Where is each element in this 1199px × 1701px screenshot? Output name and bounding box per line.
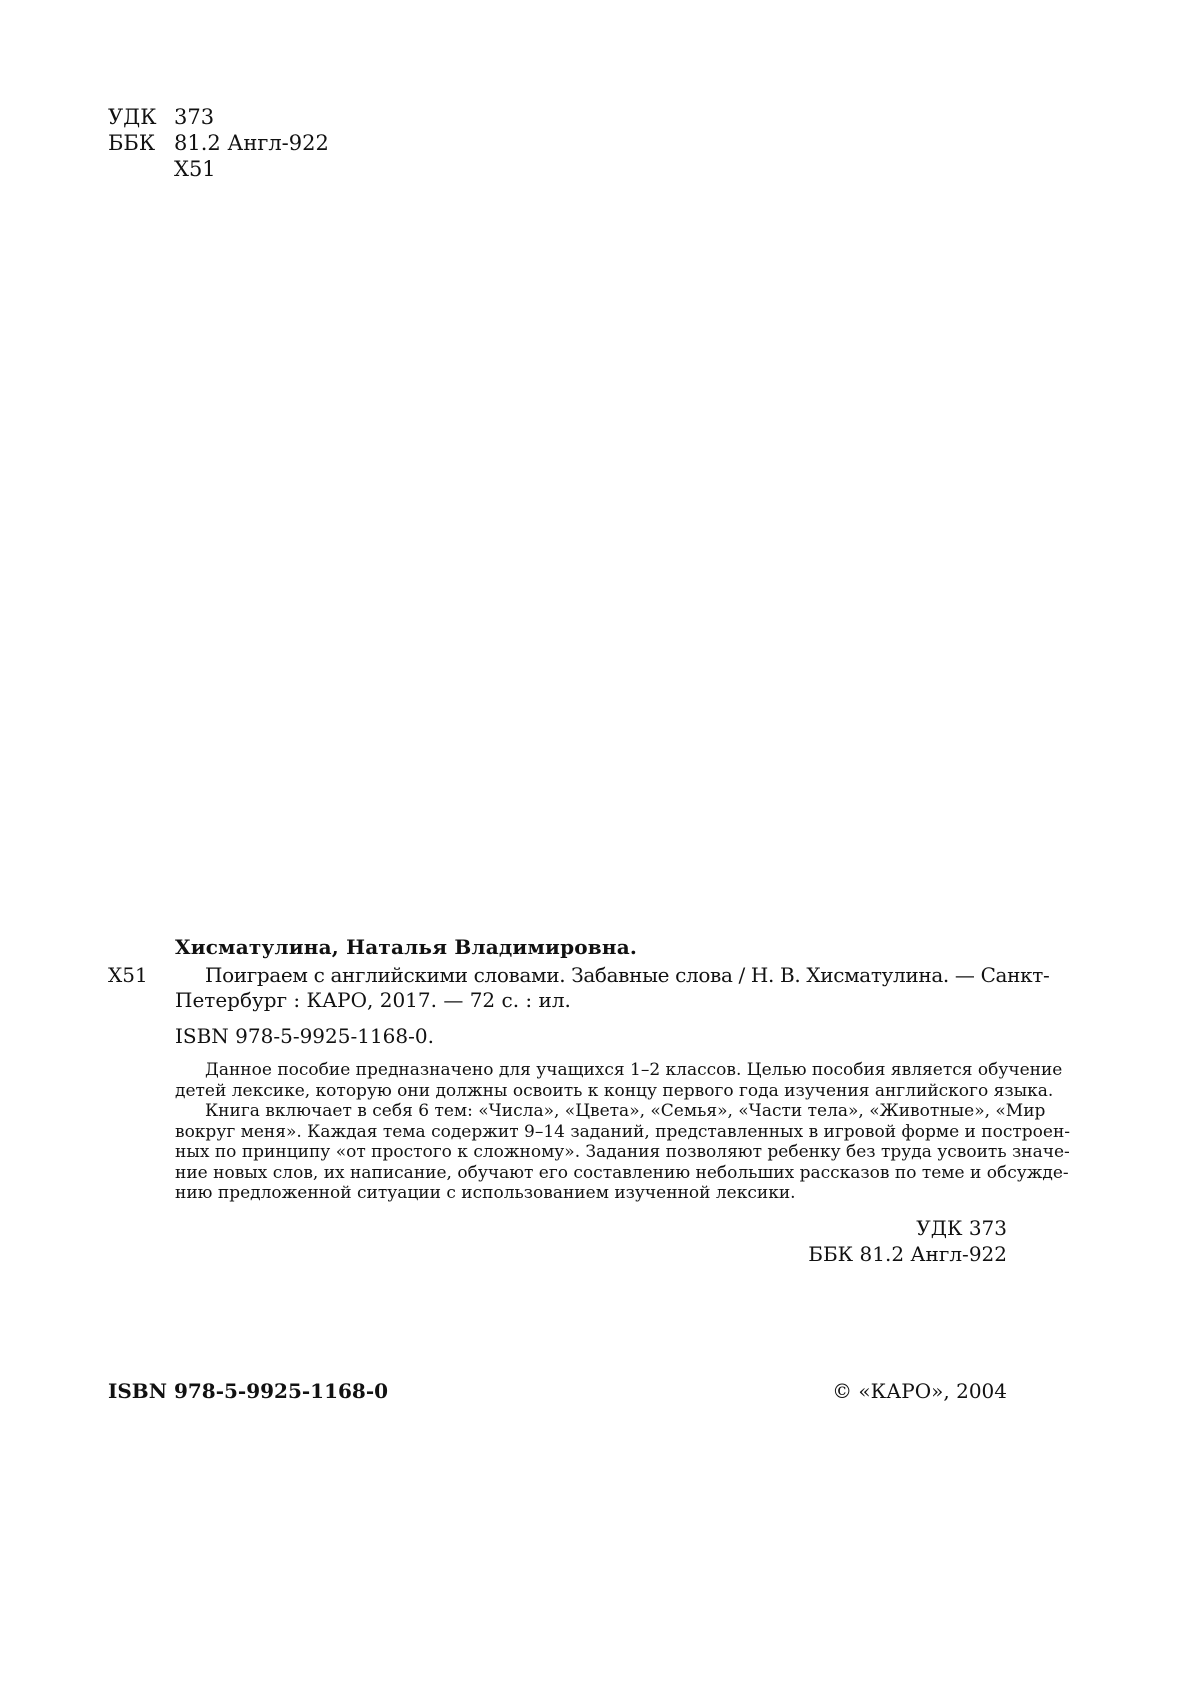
author-heading: Хисматулина, Наталья Владимировна. [175, 935, 638, 959]
bbk-value: 81.2 Англ-922 [174, 131, 329, 155]
annotation-line: вокруг меня». Каждая тема содержит 9–14 заданий, представленных в игровой форме и построен- [175, 1121, 1071, 1142]
annotation-line: ние новых слов, их написание, обучают его составлению небольших рассказов по теме и обсужде- [175, 1162, 1069, 1183]
annotation [175, 1060, 1071, 1204]
bbk-bottom: ББК 81.2 Англ-922 [808, 1242, 1007, 1266]
annotation-line: детей лексике, которую они должны освоить к концу первого года изучения английского языка. [175, 1080, 1054, 1101]
udk-bottom: УДК 373 [916, 1216, 1007, 1240]
author-sign-top: Х51 [174, 157, 216, 181]
author-sign-entry: Х51 [108, 963, 148, 987]
copyright: © «КАРО», 2004 [832, 1379, 1007, 1403]
title-line-1: Поиграем с английскими словами. Забавные слова / Н. В. Хисматулина. — Санкт- [205, 963, 1050, 987]
udk-label: УДК [108, 105, 157, 129]
udk-value: 373 [174, 105, 215, 129]
footer-isbn: ISBN 978-5-9925-1168-0 [108, 1379, 389, 1403]
annotation-line: ных по принципу «от простого к сложному». Задания позволяют ребенку без труда усвоить значе- [175, 1142, 1070, 1162]
annotation-line: Данное пособие предназначено для учащихся 1–2 классов. Целью пособия является обучение [205, 1060, 1063, 1080]
annotation-line: Книга включает в себя 6 тем: «Числа», «Цвета», «Семья», «Части тела», «Животные», «Мир [205, 1101, 1046, 1121]
title-line-2: Петербург : КАРО, 2017. — 72 с. : ил. [175, 988, 571, 1012]
isbn-entry: ISBN 978-5-9925-1168-0. [175, 1024, 434, 1048]
bbk-label: ББК [108, 131, 156, 155]
annotation-line: нию предложенной ситуации с использованием изученной лексики. [175, 1183, 796, 1203]
top-classification-block [108, 104, 368, 184]
